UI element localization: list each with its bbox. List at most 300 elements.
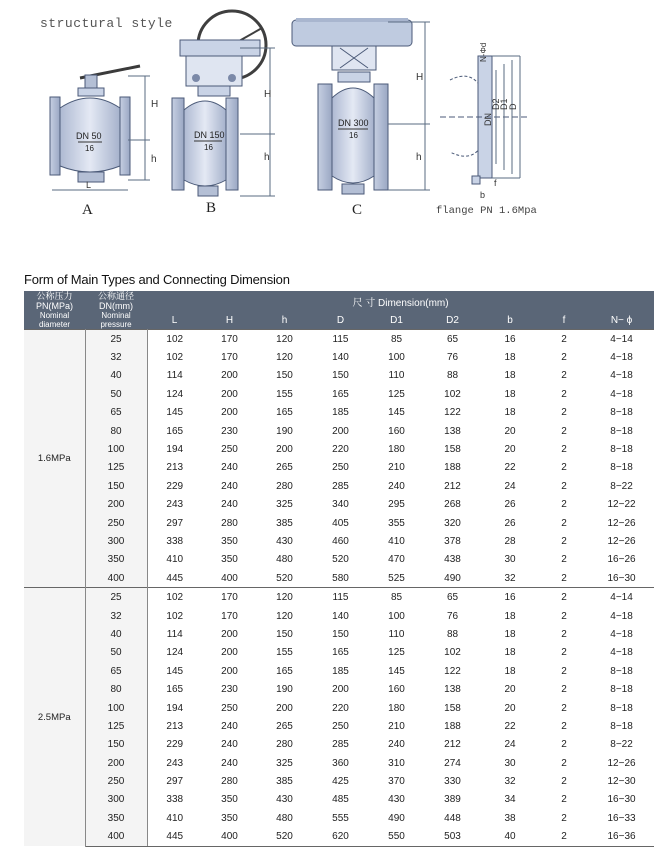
table-cell: 76 (446, 610, 459, 622)
table-cell: 2 (561, 462, 567, 474)
flange-detail (440, 43, 530, 200)
column-header: D1 (369, 311, 424, 329)
table-cell: 340 (332, 499, 349, 511)
table-cell: 200 (276, 702, 293, 714)
table-cell: 8−22 (610, 480, 633, 492)
table-cell: 165 (276, 665, 293, 677)
table-cell: 20 (504, 702, 516, 714)
table-cell: 8−18 (610, 665, 633, 677)
table-cell: 265 (276, 720, 293, 732)
table-cell: 115 (312, 330, 369, 349)
table-cell: 188 (444, 462, 461, 474)
table-cell: 2 (561, 702, 567, 714)
table-cell: 2 (561, 684, 567, 696)
table-cell: 32 (504, 776, 516, 788)
table-cell: 188 (444, 720, 461, 732)
table-cell: 4−18 (610, 647, 633, 659)
dn-cell: 150 (85, 736, 147, 754)
table-cell: 2 (561, 794, 567, 806)
table-cell: 110 (388, 628, 405, 640)
table-cell: 445 (147, 828, 202, 847)
dn-cell: 32 (85, 607, 147, 625)
table-cell: 150 (276, 370, 293, 382)
table-row (24, 514, 654, 532)
table-cell: 18 (504, 388, 516, 400)
table-cell: 425 (332, 776, 349, 788)
table-row (24, 348, 654, 366)
table-cell: 520 (257, 828, 312, 847)
table-cell: 85 (369, 330, 424, 349)
table-cell: 2 (561, 572, 567, 584)
table-cell: 38 (504, 812, 516, 824)
dn-cell: 65 (85, 404, 147, 422)
table-cell: 310 (388, 757, 405, 769)
table-cell: 285 (332, 739, 349, 751)
table-cell: 170 (221, 352, 238, 364)
table-row (24, 551, 654, 569)
table-cell: 16 (481, 330, 539, 349)
table-row (24, 440, 654, 458)
dim-h-b: h (264, 152, 270, 163)
table-cell: 265 (276, 462, 293, 474)
table-row (24, 772, 654, 790)
table-cell: 150 (276, 628, 293, 640)
dn-cell: 25 (85, 330, 147, 349)
table-cell: 229 (166, 480, 184, 492)
table-cell: 88 (446, 628, 459, 640)
dimension-table (24, 291, 654, 847)
table-cell: 2 (561, 720, 567, 732)
table-cell: 210 (388, 462, 405, 474)
table-cell: 2 (561, 739, 567, 751)
dim-h-a: h (151, 154, 157, 165)
table-cell: 145 (388, 407, 405, 419)
table-cell: 389 (444, 794, 461, 806)
table-cell: 165 (332, 388, 349, 400)
table-row (24, 644, 654, 662)
table-cell: 325 (276, 757, 293, 769)
table-cell: 250 (221, 444, 238, 456)
table-cell: 200 (276, 444, 293, 456)
table-cell: 16−30 (607, 572, 636, 584)
table-cell: 145 (166, 665, 184, 677)
table-cell: 88 (446, 370, 459, 382)
table-cell: 12−26 (607, 535, 636, 547)
table-cell: 102 (444, 647, 461, 659)
dn-cell: 400 (85, 828, 147, 847)
table-cell: 212 (444, 480, 461, 492)
table-cell: 115 (312, 588, 369, 607)
table-cell: 200 (221, 370, 238, 382)
table-cell: 2 (539, 588, 589, 607)
dn-cell: 250 (85, 772, 147, 790)
table-cell: 378 (444, 535, 461, 547)
valve-c (292, 18, 430, 194)
table-cell: 410 (388, 535, 405, 547)
table-cell: 18 (504, 610, 516, 622)
dim-H-b: H (264, 89, 272, 100)
table-cell: 18 (504, 647, 516, 659)
table-cell: 2 (561, 628, 567, 640)
valve-a (50, 66, 158, 190)
table-cell: 160 (388, 425, 405, 437)
table-row (24, 625, 654, 643)
table-cell: 65 (424, 330, 481, 349)
table-cell: 2 (561, 610, 567, 622)
table-cell: 30 (504, 757, 516, 769)
table-cell: 34 (504, 794, 516, 806)
table-cell: 2 (561, 535, 567, 547)
table-cell: 155 (276, 647, 293, 659)
table-cell: 350 (221, 794, 238, 806)
table-cell: 65 (424, 588, 481, 607)
table-cell: 385 (276, 776, 293, 788)
table-row (24, 680, 654, 698)
table-cell: 430 (276, 535, 293, 547)
table-cell: 102 (147, 588, 202, 607)
table-cell: 320 (444, 517, 461, 529)
table-cell: 200 (332, 425, 349, 437)
table-cell: 438 (444, 554, 461, 566)
dim-nphid: N-Φd (479, 42, 488, 62)
dim-f: f (494, 178, 497, 188)
table-cell: 200 (221, 628, 238, 640)
table-cell: 2 (561, 812, 567, 824)
table-cell: 200 (332, 684, 349, 696)
table-cell: 220 (332, 702, 349, 714)
table-cell: 110 (388, 370, 405, 382)
valve-b-letter: B (206, 200, 217, 216)
table-cell: 2 (561, 647, 567, 659)
structural-diagram (0, 0, 658, 240)
table-cell: 180 (388, 444, 405, 456)
table-cell: 28 (504, 535, 516, 547)
table-cell: 297 (166, 517, 184, 529)
valve-drawings (0, 0, 658, 240)
table-cell: 2 (561, 425, 567, 437)
table-cell: 280 (221, 517, 238, 529)
table-cell: 102 (166, 352, 184, 364)
table-row (24, 477, 654, 495)
table-cell: 18 (504, 352, 516, 364)
table-cell: 150 (332, 370, 349, 382)
table-cell: 102 (166, 610, 184, 622)
table-cell: 2 (561, 370, 567, 382)
table-cell: 12−30 (607, 776, 636, 788)
table-cell: 125 (388, 647, 405, 659)
table-cell: 32 (504, 572, 516, 584)
table-cell: 102 (147, 330, 202, 349)
dn-cell: 100 (85, 699, 147, 717)
table-cell: 240 (221, 480, 238, 492)
table-cell: 200 (221, 388, 238, 400)
table-cell: 24 (504, 480, 516, 492)
table-cell: 40 (481, 828, 539, 847)
table-cell: 8−18 (610, 407, 633, 419)
table-cell: 2 (561, 444, 567, 456)
column-header: D2 (424, 311, 481, 329)
table-row (24, 828, 654, 847)
table-cell: 460 (332, 535, 349, 547)
table-row (24, 330, 654, 349)
table-cell: 190 (276, 425, 293, 437)
table-cell: 122 (444, 407, 461, 419)
dim-d: D (508, 103, 518, 110)
table-cell: 158 (444, 444, 461, 456)
table-cell: 170 (221, 610, 238, 622)
dn-cell: 50 (85, 644, 147, 662)
table-cell: 20 (504, 684, 516, 696)
table-row (24, 588, 654, 607)
table-cell: 385 (276, 517, 293, 529)
table-cell: 525 (388, 572, 405, 584)
header-pn: 公称压力 PN(MPa) Nominal diameter (24, 291, 85, 330)
dim-H-a: H (151, 99, 159, 110)
table-cell: 350 (221, 812, 238, 824)
table-row (24, 791, 654, 809)
table-cell: 165 (166, 425, 184, 437)
section-title: Form of Main Types and Connecting Dimension (24, 272, 290, 287)
table-cell: 8−18 (610, 720, 633, 732)
table-cell: 20 (504, 425, 516, 437)
table-row (24, 496, 654, 514)
table-cell: 2 (539, 828, 589, 847)
table-cell: 243 (166, 499, 184, 511)
table-cell: 480 (276, 554, 293, 566)
table-cell: 485 (332, 794, 349, 806)
dn-cell: 65 (85, 662, 147, 680)
table-cell: 2 (561, 499, 567, 511)
table-cell: 120 (257, 588, 312, 607)
table-cell: 100 (388, 352, 405, 364)
table-cell: 2 (561, 776, 567, 788)
table-cell: 4−18 (610, 610, 633, 622)
table-cell: 274 (444, 757, 461, 769)
table-cell: 194 (166, 444, 184, 456)
table-cell: 30 (504, 554, 516, 566)
table-cell: 8−22 (610, 739, 633, 751)
table-cell: 250 (332, 720, 349, 732)
table-cell: 125 (388, 388, 405, 400)
table-cell: 185 (332, 665, 349, 677)
table-cell: 26 (504, 499, 516, 511)
table-cell: 165 (166, 684, 184, 696)
table-cell: 405 (332, 517, 349, 529)
table-cell: 160 (388, 684, 405, 696)
table-cell: 280 (276, 739, 293, 751)
table-cell: 114 (166, 370, 183, 382)
table-cell: 350 (221, 554, 238, 566)
table-cell: 8−18 (610, 702, 633, 714)
table-cell: 240 (388, 739, 405, 751)
table-row (24, 367, 654, 385)
table-cell: 20 (504, 444, 516, 456)
dn-cell: 250 (85, 514, 147, 532)
table-cell: 229 (166, 739, 184, 751)
table-row (24, 699, 654, 717)
table-cell: 2 (561, 388, 567, 400)
table-cell: 200 (221, 665, 238, 677)
table-cell: 24 (504, 739, 516, 751)
valve-a-dn: DN 50 (76, 131, 102, 141)
table-cell: 124 (166, 388, 184, 400)
table-cell: 120 (276, 610, 293, 622)
dn-cell: 40 (85, 625, 147, 643)
table-cell: 122 (444, 665, 461, 677)
table-row (24, 754, 654, 772)
table-cell: 18 (504, 407, 516, 419)
table-row (24, 607, 654, 625)
valve-b-pn: 16 (204, 143, 213, 152)
dn-cell: 50 (85, 385, 147, 403)
column-header: b (481, 311, 539, 329)
table-cell: 250 (221, 702, 238, 714)
table-cell: 213 (166, 720, 184, 732)
table-row (24, 404, 654, 422)
table-cell: 165 (332, 647, 349, 659)
table-row (24, 532, 654, 550)
table-cell: 120 (257, 330, 312, 349)
table-row (24, 736, 654, 754)
table-cell: 355 (388, 517, 405, 529)
table-cell: 140 (332, 352, 349, 364)
table-cell: 2 (561, 352, 567, 364)
table-cell: 8−18 (610, 462, 633, 474)
table-cell: 8−18 (610, 444, 633, 456)
table-cell: 114 (166, 628, 183, 640)
table-row (24, 422, 654, 440)
table-cell: 138 (444, 425, 461, 437)
table-cell: 140 (332, 610, 349, 622)
table-cell: 620 (312, 828, 369, 847)
table-cell: 170 (202, 330, 257, 349)
table-cell: 550 (369, 828, 424, 847)
table-cell: 145 (388, 665, 405, 677)
table-cell: 295 (388, 499, 405, 511)
column-header: h (257, 311, 312, 329)
table-cell: 76 (446, 352, 459, 364)
table-cell: 165 (276, 407, 293, 419)
table-cell: 285 (332, 480, 349, 492)
dim-dn: DN (483, 113, 493, 126)
valve-c-dn: DN 300 (338, 118, 369, 128)
dn-cell: 100 (85, 440, 147, 458)
dim-b: b (480, 190, 486, 200)
table-cell: 4−18 (610, 628, 633, 640)
table-cell: 220 (332, 444, 349, 456)
table-row (24, 809, 654, 827)
table-cell: 268 (444, 499, 461, 511)
table-row (24, 662, 654, 680)
table-cell: 2 (561, 517, 567, 529)
table-cell: 2 (539, 330, 589, 349)
dn-cell: 25 (85, 588, 147, 607)
table-cell: 158 (444, 702, 461, 714)
valve-a-pn: 16 (85, 144, 94, 153)
table-cell: 102 (444, 388, 461, 400)
table-cell: 18 (504, 370, 516, 382)
table-cell: 200 (221, 407, 238, 419)
table-cell: 4−18 (610, 388, 633, 400)
valve-b (172, 11, 275, 196)
table-cell: 12−22 (607, 499, 636, 511)
dn-cell: 200 (85, 496, 147, 514)
table-cell: 503 (424, 828, 481, 847)
table-cell: 325 (276, 499, 293, 511)
table-cell: 330 (444, 776, 461, 788)
header-dn: 公称通径 DN(mm) Nominal pressure (85, 291, 147, 330)
table-cell: 445 (166, 572, 184, 584)
table-cell: 2 (561, 554, 567, 566)
table-cell: 2 (561, 665, 567, 677)
table-cell: 200 (221, 647, 238, 659)
table-cell: 210 (388, 720, 405, 732)
table-cell: 280 (221, 776, 238, 788)
table-cell: 212 (444, 739, 461, 751)
table-row (24, 569, 654, 588)
table-cell: 338 (166, 535, 184, 547)
dn-cell: 300 (85, 532, 147, 550)
table-cell: 22 (504, 720, 516, 732)
dn-cell: 32 (85, 348, 147, 366)
table-cell: 4−14 (589, 588, 654, 607)
dn-cell: 400 (85, 569, 147, 588)
table-row (24, 717, 654, 735)
table-cell: 4−18 (610, 370, 633, 382)
table-cell: 2 (561, 757, 567, 769)
column-header: L (147, 311, 202, 329)
table-cell: 430 (276, 794, 293, 806)
table-cell: 240 (221, 720, 238, 732)
table-cell: 350 (221, 535, 238, 547)
table-cell: 8−18 (610, 425, 633, 437)
table-cell: 448 (444, 812, 461, 824)
table-cell: 410 (166, 554, 184, 566)
table-cell: 26 (504, 517, 516, 529)
table-cell: 2 (561, 407, 567, 419)
dim-d1: D1 (499, 98, 509, 110)
table-cell: 280 (276, 480, 293, 492)
table-cell: 22 (504, 462, 516, 474)
pressure-cell: 2.5MPa (24, 588, 85, 846)
dn-cell: 300 (85, 791, 147, 809)
table-cell: 85 (369, 588, 424, 607)
table-cell: 520 (276, 572, 293, 584)
column-header: H (202, 311, 257, 329)
table-cell: 240 (221, 462, 238, 474)
column-header: f (539, 311, 589, 329)
table-cell: 120 (276, 352, 293, 364)
table-cell: 240 (221, 757, 238, 769)
table-cell: 243 (166, 757, 184, 769)
table-cell: 4−14 (589, 330, 654, 349)
table-cell: 150 (332, 628, 349, 640)
table-cell: 400 (202, 828, 257, 847)
table-cell: 16 (481, 588, 539, 607)
table-cell: 240 (221, 499, 238, 511)
dn-cell: 80 (85, 680, 147, 698)
table-cell: 16−33 (607, 812, 636, 824)
table-cell: 338 (166, 794, 184, 806)
dim-H-c: H (416, 72, 424, 83)
table-cell: 4−18 (610, 352, 633, 364)
dn-cell: 150 (85, 477, 147, 495)
flange-caption: flange PN 1.6Mpa (436, 205, 537, 217)
table-cell: 230 (221, 425, 238, 437)
table-cell: 213 (166, 462, 184, 474)
table-cell: 520 (332, 554, 349, 566)
table-cell: 555 (332, 812, 349, 824)
